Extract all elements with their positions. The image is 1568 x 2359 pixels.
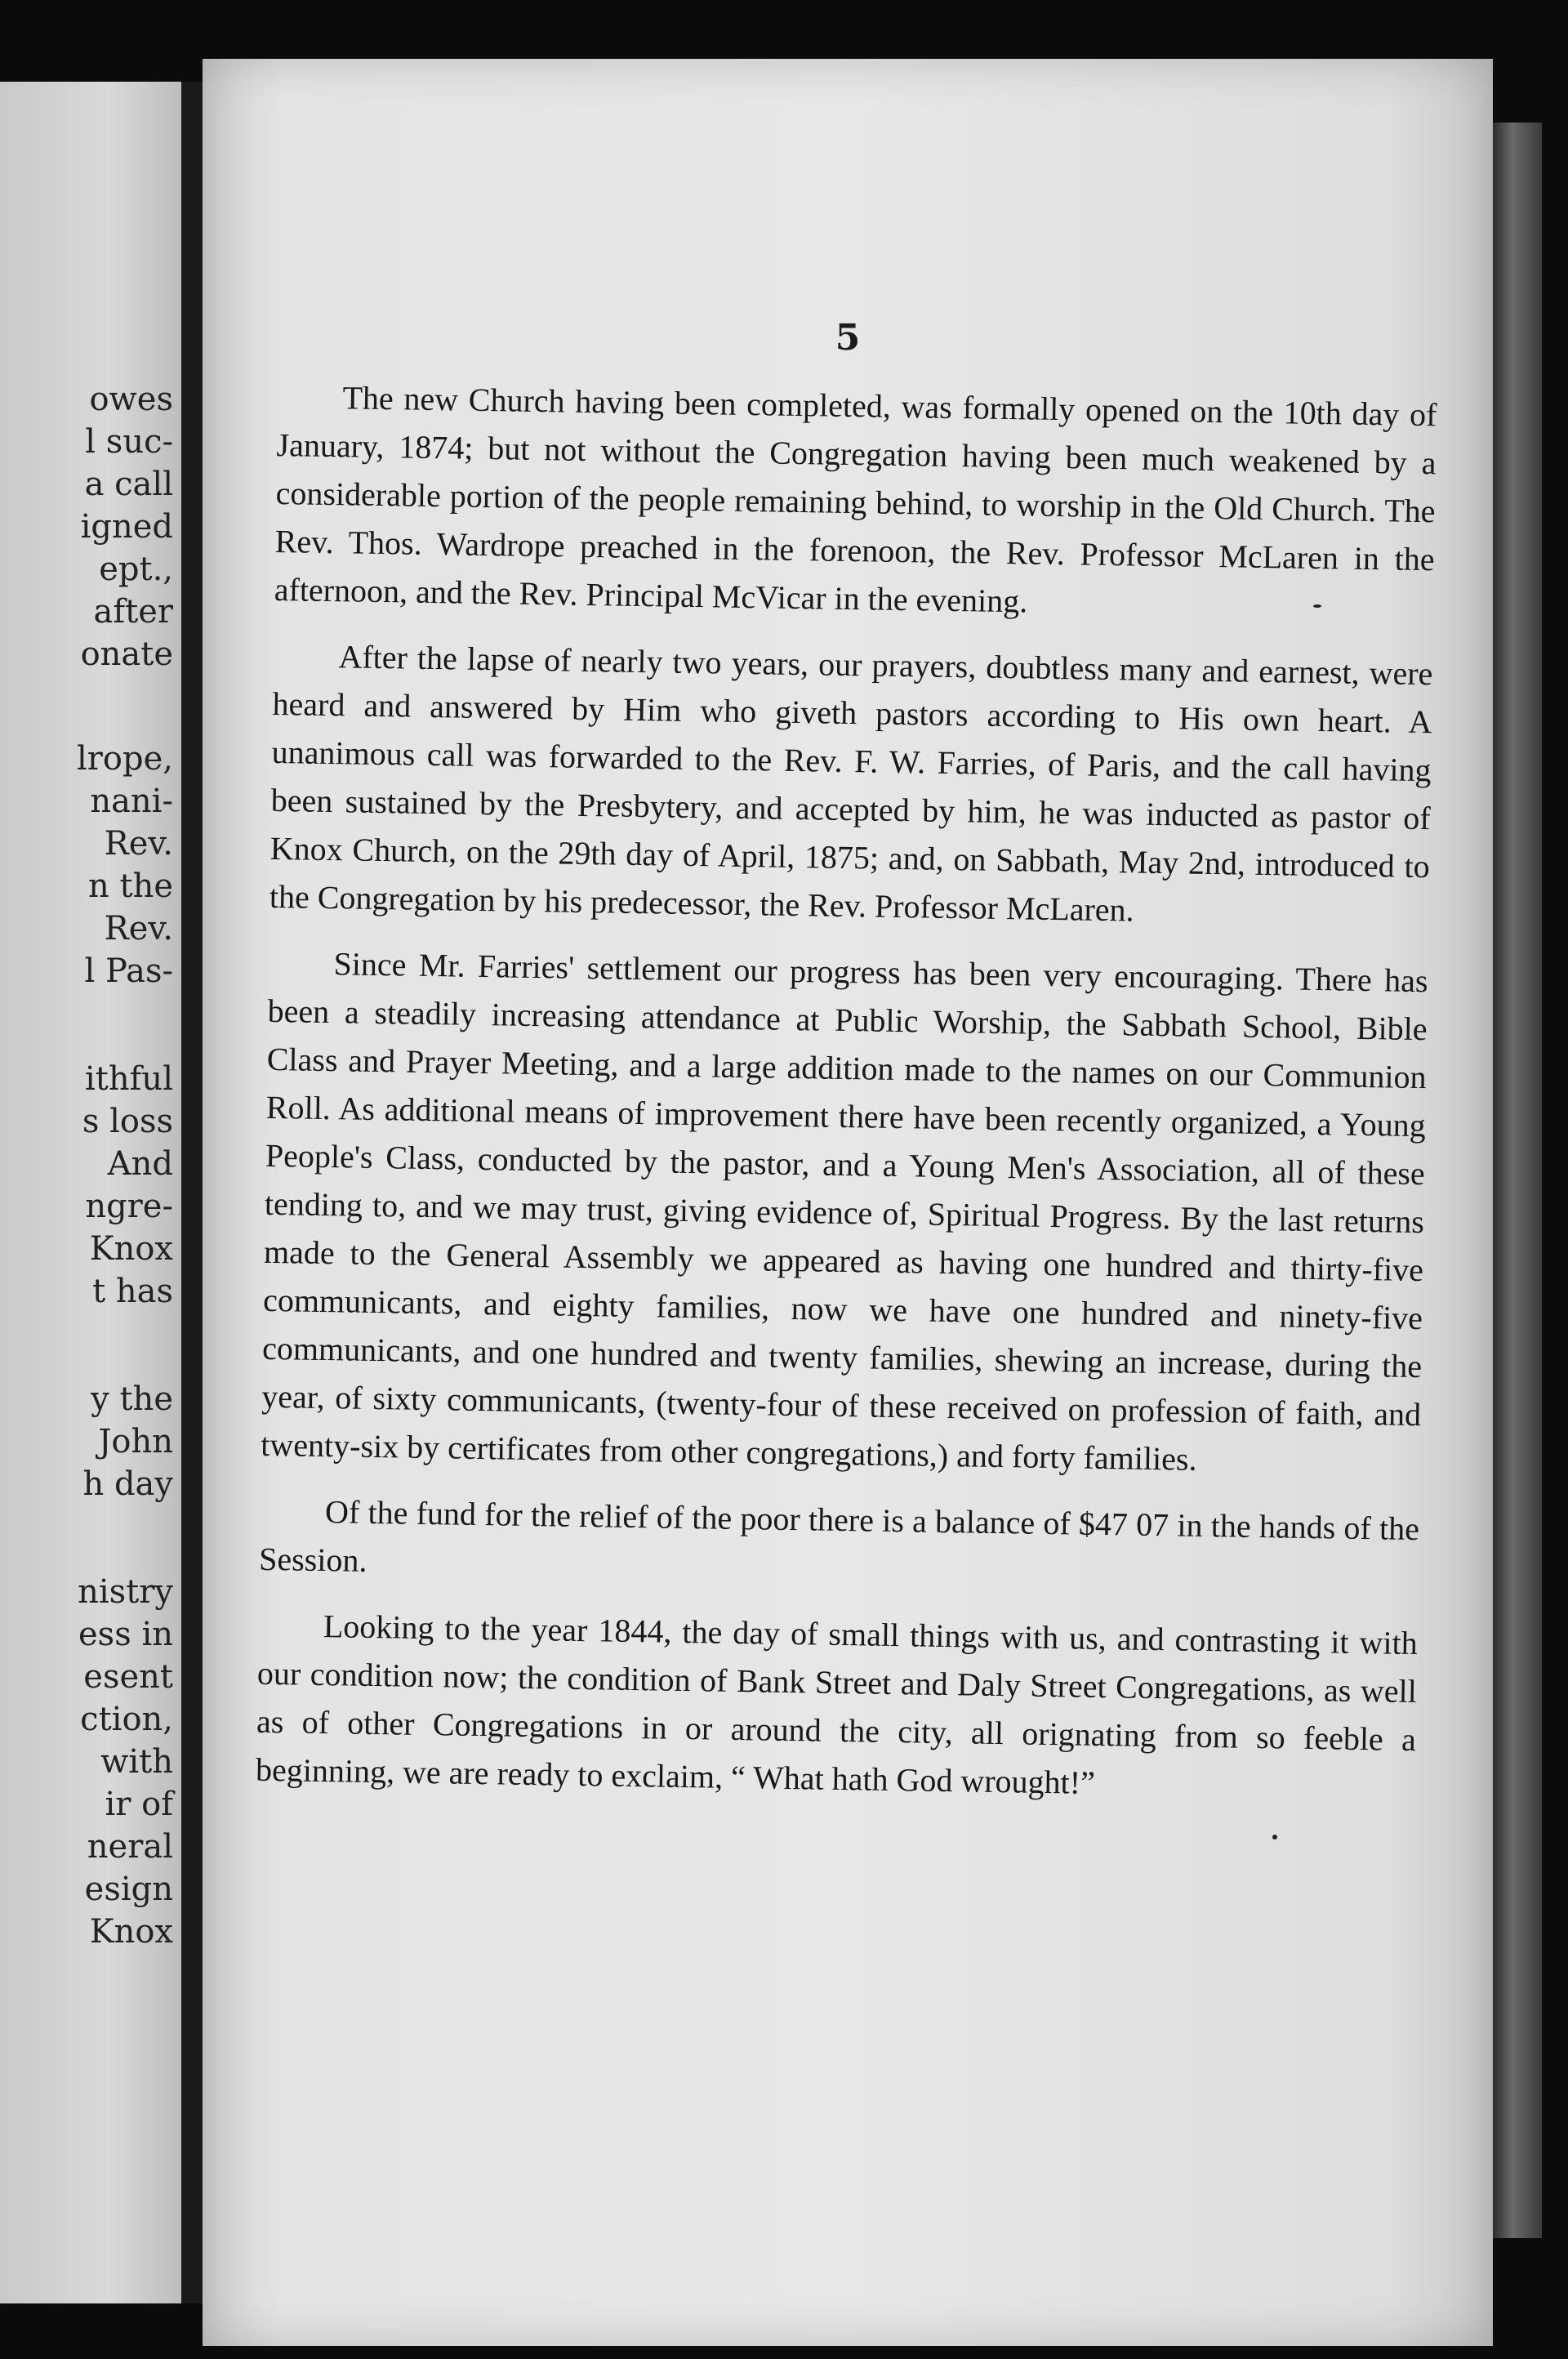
left-page-fragment: ithful: [85, 1060, 173, 1098]
paragraph-progress: Since Mr. Farries' settlement our progress has been very encouraging. There has been a steadily increasing attendance at Public Worship, the Sabbath School, Bible Class and Prayer Meeting, and a large addition made to the names on our Communion Roll. As additional means of improvement there have been recently organized, a Young People's Class, conducted by the pastor, and a Young Men's Association, all of these tending to, and we may trust, giving evidence of, Spiritual Progress. By the last returns made to the General Assembly we appeared as having one hundred and thirty-five communicants, and eighty families, now we have one hundred and ninety-five communicants, and one hundred and twenty families, shewing an increase, during the year, of sixty communicants, (twenty-four of these received on profession of faith, and twenty-six by certificates from other congregations,) and forty families.: [261, 945, 1428, 1478]
left-page-fragment: John: [98, 1423, 173, 1460]
left-page-fragment: ngre-: [85, 1188, 173, 1225]
print-speck: [1272, 1835, 1277, 1839]
left-page-fragment: Knox: [89, 1230, 173, 1268]
left-page-fragment: Rev.: [104, 825, 173, 863]
paragraph-call-to-pastor: After the lapse of nearly two years, our prayers, doubtless many and earnest, were heard and answered by Him who giveth pastors according to His own heart. A unanimous call was forwarded to the Rev. F. W. Farries, of Paris, and the call having been sustained by the Presbytery, and accepted by him, he was inducted as pastor of Knox Church, on the 29th day of April, 1875; and, on Sabbath, May 2nd, introduced to the Congregation by his predecessor, the Rev. Professor McLaren.: [269, 638, 1433, 929]
paragraph-church-opening: The new Church having been completed, was formally opened on the 10th day of January, 1874; but not without the Congregation having been much weakened by a considerable portion of the people remaining behind, to worship in the Old Church. The Rev. Thos. Wardrope preached in the forenoon, the Rev. Professor McLaren in the afternoon, and the Rev. Principal McVicar in the evening.: [274, 379, 1437, 620]
left-page-fragment: nani-: [90, 783, 173, 820]
left-page-fragment: And: [107, 1145, 173, 1183]
left-page-fragment: nistry: [78, 1573, 173, 1611]
left-page-fragment: esent: [83, 1658, 173, 1696]
left-page-fragment: after: [93, 593, 173, 631]
left-page-fragment: esign: [84, 1871, 173, 1908]
print-speck: [1313, 604, 1321, 608]
left-page-fragment: Knox: [89, 1913, 173, 1951]
left-page-fragment: owes: [89, 381, 173, 418]
page-body: [255, 372, 1437, 1830]
left-page-fragment: t has: [92, 1273, 173, 1310]
left-page-fragment: y the: [91, 1380, 173, 1418]
book-gutter: [181, 82, 203, 2303]
left-page-fragment: lrope,: [77, 740, 173, 778]
previous-page-edge: [0, 82, 181, 2303]
left-page-fragment: ir of: [105, 1786, 173, 1823]
cover-edge: [1493, 123, 1542, 2238]
left-page-fragment: ess in: [78, 1616, 173, 1653]
page-5: [203, 59, 1493, 2346]
left-page-fragment: igned: [80, 508, 173, 546]
paragraph-conclusion: Looking to the year 1844, the day of small things with us, and contrasting it with our condition now; the condition of Bank Street and Daly Street Congregations, as well as of other Congregations in or around the city, all orignating from so feeble a beginning, we are ready to exclaim, “ What hath God wrought!”: [255, 1608, 1419, 1801]
paragraph-poor-fund: Of the fund for the relief of the poor there is a balance of $47 07 in the hands of the Session.: [258, 1493, 1420, 1579]
left-page-fragment: ction,: [80, 1701, 173, 1738]
left-page-fragment: neral: [87, 1828, 173, 1866]
left-page-fragment: l Pas-: [84, 952, 173, 990]
left-page-fragment: h day: [82, 1465, 173, 1503]
left-page-fragment: a call: [84, 466, 173, 503]
left-page-fragment: with: [100, 1743, 173, 1781]
left-page-fragment: onate: [80, 635, 173, 673]
left-page-fragment: Rev.: [104, 910, 173, 948]
page-number: 5: [835, 317, 861, 359]
left-page-fragment: ept.,: [99, 551, 173, 588]
left-page-fragment: n the: [88, 867, 173, 905]
left-page-fragment: l suc-: [85, 423, 173, 461]
left-page-fragment: s loss: [82, 1103, 173, 1140]
